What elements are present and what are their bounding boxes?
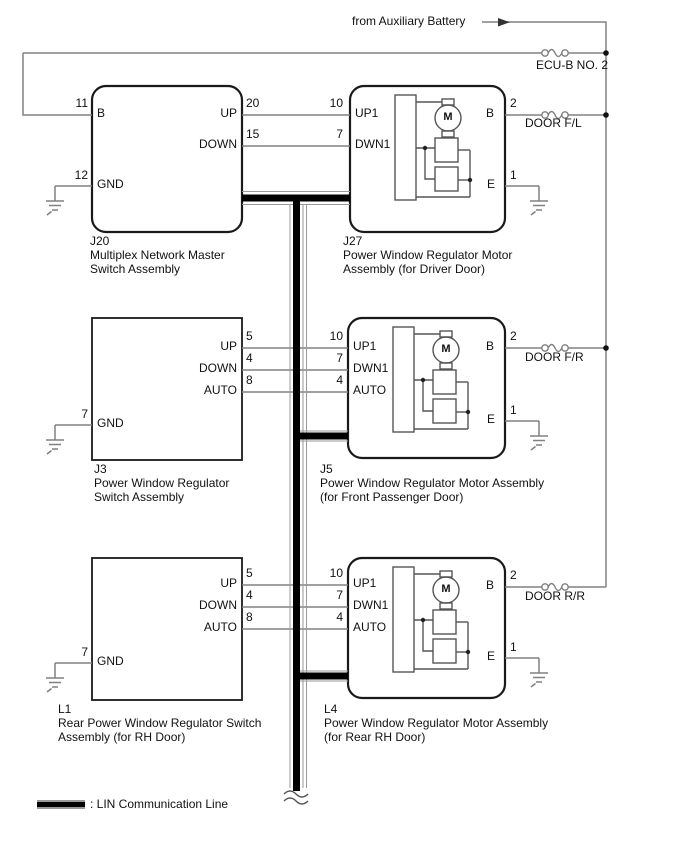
pin-label-j3-up: UP: [220, 339, 237, 353]
ground-icon: [530, 421, 548, 450]
component-id: J20: [90, 234, 110, 248]
ground-icon: [530, 186, 548, 215]
pin-num-j5-b: 2: [510, 329, 517, 343]
pin-num-j20-b: 11: [75, 96, 88, 110]
pin-label-j27-e: E: [487, 177, 496, 191]
fuse-ecu-b-icon: [542, 50, 568, 57]
wire-break-squiggle: [284, 791, 308, 804]
component-name-line: (for Front Passenger Door): [320, 490, 464, 504]
fuse-label-ecu-b: ECU-B NO. 2: [535, 58, 608, 72]
pin-label-j27-b: B: [486, 106, 495, 120]
pin-label-j5-dwn1: DWN1: [353, 361, 389, 375]
pin-num-l4-e: 1: [510, 640, 517, 654]
pin-label-l4-e: E: [487, 649, 496, 663]
pin-num-l1-gnd: 7: [81, 645, 88, 659]
pin-num-l4-dwn1: 7: [336, 588, 343, 602]
motor-m-label: M: [443, 111, 453, 123]
component-id: L1: [58, 702, 72, 716]
pin-label-l1-up: UP: [220, 576, 237, 590]
component-label-j20: [90, 234, 225, 276]
pin-label-j5-auto: AUTO: [353, 383, 387, 397]
component-name-line: Power Window Regulator Motor: [343, 248, 513, 262]
pin-label-j20-gnd: GND: [97, 177, 124, 191]
pin-label-l4-b: B: [486, 578, 495, 592]
component-name-line: Assembly (for RH Door): [58, 730, 186, 744]
component-label-j5: [320, 462, 544, 504]
pin-label-j5-b: B: [486, 339, 495, 353]
component-label-j27: [343, 234, 512, 276]
legend-label: : LIN Communication Line: [90, 797, 229, 811]
legend-lin-bar: [37, 800, 85, 809]
pin-num-l1-up: 5: [246, 566, 253, 580]
pin-num-j5-auto: 4: [336, 373, 343, 387]
component-name-line: Assembly (for Driver Door): [343, 262, 486, 276]
component-id: J27: [343, 234, 363, 248]
component-label-l1: [58, 702, 261, 744]
pin-num-j3-auto: 8: [246, 373, 253, 387]
ground-icon: [530, 658, 548, 687]
pin-label-j5-e: E: [487, 412, 496, 426]
pin-label-j3-auto: AUTO: [203, 383, 237, 397]
arrow-icon: [498, 18, 510, 27]
component-id: J5: [320, 462, 333, 476]
ground-icon: [46, 663, 64, 692]
pin-label-l4-dwn1: DWN1: [353, 598, 389, 612]
ground-icon: [46, 425, 64, 454]
pin-label-l4-auto: AUTO: [353, 620, 387, 634]
pin-num-j27-b: 2: [510, 96, 517, 110]
fuse-label-door-fr: DOOR F/R: [525, 350, 584, 364]
pin-label-l1-auto: AUTO: [203, 620, 237, 634]
pin-num-l1-auto: 8: [246, 610, 253, 624]
pin-label-l4-up1: UP1: [353, 576, 377, 590]
pin-num-j3-gnd: 7: [81, 407, 88, 421]
pin-label-l1-down: DOWN: [199, 598, 237, 612]
pin-label-j20-up: UP: [220, 106, 237, 120]
component-name-line: Power Window Regulator: [94, 476, 230, 490]
note-from-auxiliary-battery: from Auxiliary Battery: [352, 14, 466, 28]
component-name-line: Power Window Regulator Motor Assembly: [324, 716, 549, 730]
motor-m-label: M: [441, 343, 451, 355]
pin-label-j3-gnd: GND: [97, 416, 124, 430]
component-name-line: Multiplex Network Master: [90, 248, 225, 262]
component-id: J3: [94, 462, 107, 476]
pin-num-j20-gnd: 12: [74, 168, 88, 182]
component-name-line: (for Rear RH Door): [324, 730, 426, 744]
pin-num-j27-e: 1: [510, 168, 517, 182]
fuse-label-door-fl: DOOR F/L: [525, 116, 582, 130]
pin-num-j20-down: 15: [246, 127, 260, 141]
motor-m-label: M: [441, 583, 451, 595]
ground-icon: [46, 186, 64, 215]
component-label-l4: [324, 702, 548, 744]
pin-num-l4-b: 2: [510, 568, 517, 582]
pin-num-l4-auto: 4: [336, 610, 343, 624]
component-name-line: Power Window Regulator Motor Assembly: [320, 476, 545, 490]
component-name-line: Switch Assembly: [94, 490, 185, 504]
pin-num-j5-dwn1: 7: [336, 351, 343, 365]
pin-label-j20-down: DOWN: [199, 137, 237, 151]
pin-num-l1-down: 4: [246, 588, 253, 602]
pin-num-j27-up1: 10: [329, 96, 343, 110]
pin-num-j20-up: 20: [246, 96, 260, 110]
pin-label-j27-dwn1: DWN1: [355, 137, 391, 151]
component-name-line: Switch Assembly: [90, 262, 181, 276]
pin-label-j3-down: DOWN: [199, 361, 237, 375]
component-label-j3: [94, 462, 229, 504]
pin-num-j3-down: 4: [246, 351, 253, 365]
pin-num-j5-e: 1: [510, 403, 517, 417]
pin-label-j27-up1: UP1: [355, 106, 379, 120]
pin-num-j5-up1: 10: [329, 329, 343, 343]
pin-label-l1-gnd: GND: [97, 654, 124, 668]
pin-num-l4-up1: 10: [329, 566, 343, 580]
pin-num-j3-up: 5: [246, 329, 253, 343]
pin-label-j5-up1: UP1: [353, 339, 377, 353]
pin-num-j27-dwn1: 7: [336, 127, 343, 141]
fuse-label-door-rr: DOOR R/R: [525, 589, 585, 603]
component-id: L4: [324, 702, 338, 716]
component-name-line: Rear Power Window Regulator Switch: [58, 716, 262, 730]
pin-label-j20-b: B: [97, 106, 106, 120]
